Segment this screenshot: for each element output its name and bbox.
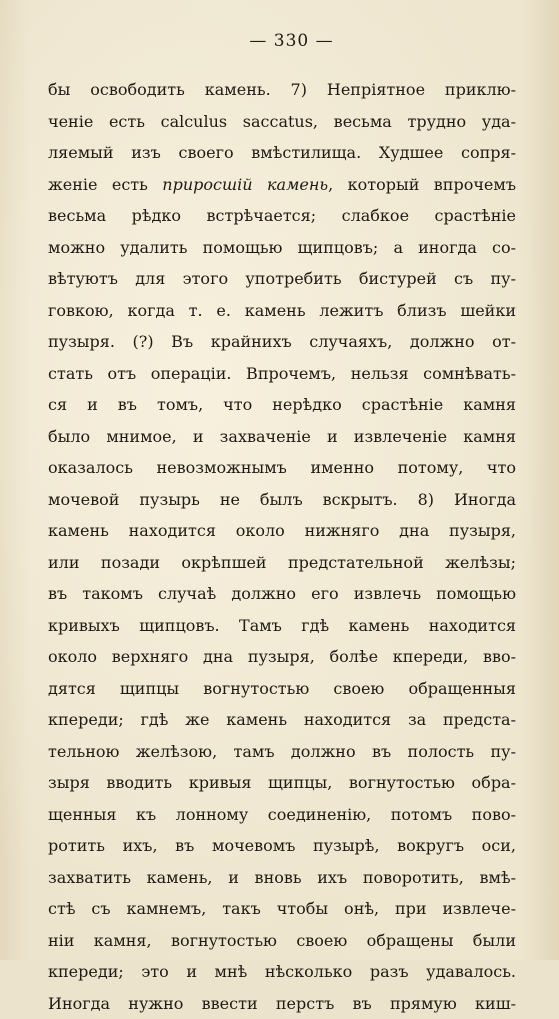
page-number: — 330 — bbox=[12, 31, 559, 51]
text-line: ляемый изъ своего вмѣстилища. Худшее сопря- bbox=[48, 137, 516, 169]
text-line: мочевой пузырь не былъ вскрытъ. 8) Иногда bbox=[48, 484, 516, 516]
text-line: захватить камень, и вновь ихъ поворотить, вмѣ- bbox=[48, 862, 516, 894]
text-line: вѣтуютъ для этого употребить бистурей съ пу- bbox=[48, 263, 516, 295]
text-line: Иногда нужно ввести перстъ въ прямую киш- bbox=[48, 988, 516, 1019]
text-line: стать отъ операціи. Впрочемъ, нельзя сомнѣвать- bbox=[48, 358, 516, 390]
text-line: было мнимое, и захваченіе и извлеченіе камня bbox=[48, 421, 516, 453]
text-line: весьма рѣдко встрѣчается; слабкое срастѣніе bbox=[48, 200, 516, 232]
text-line: зыря вводить кривыя щипцы, вогнутостью обра- bbox=[48, 767, 516, 799]
text-line: говкою, когда т. е. камень лежитъ близъ шейки bbox=[48, 295, 516, 327]
text-line: кпереди; это и мнѣ нѣсколько разъ удавалось. bbox=[48, 956, 516, 988]
text-line: стѣ съ камнемъ, такъ чтобы онѣ, при извлече- bbox=[48, 893, 516, 925]
text-line: около верхняго дна пузыря, болѣе кпереди, вво- bbox=[48, 641, 516, 673]
text-line: можно удалить помощью щипцовъ; а иногда со- bbox=[48, 232, 516, 264]
text-line: оказалось невозможнымъ именно потому, что bbox=[48, 452, 516, 484]
text-line: кривыхъ щипцовъ. Тамъ гдѣ камень находится bbox=[48, 610, 516, 642]
body-text bbox=[48, 74, 516, 1019]
text-line: ся и въ томъ, что нерѣдко срастѣніе камня bbox=[48, 389, 516, 421]
text-line: въ такомъ случаѣ должно его извлечь помощью bbox=[48, 578, 516, 610]
text-line: камень находится около нижняго дна пузыря, bbox=[48, 515, 516, 547]
text-line: или позади окрѣпшей предстательной желѣзы; bbox=[48, 547, 516, 579]
italic-term: приросшій камень bbox=[162, 175, 328, 194]
text-line: дятся щипцы вогнутостью своею обращенныя bbox=[48, 673, 516, 705]
text-line: ніи камня, вогнутостью своею обращены были bbox=[48, 925, 516, 957]
text-line: пузыря. (?) Въ крайнихъ случаяхъ, должно от- bbox=[48, 326, 516, 358]
text-line-italic-term: женіе есть приросшій камень, который впрочемъ bbox=[48, 169, 516, 201]
text-line: бы освободить камень. 7) Непріятное приклю- bbox=[48, 74, 516, 106]
text-line: тельною желѣзою, тамъ должно въ полость пу- bbox=[48, 736, 516, 768]
text-line: ротить ихъ, въ мочевомъ пузырѣ, вокругъ оси, bbox=[48, 830, 516, 862]
text-line: ченіе есть calculus saccatus, весьма трудно уда- bbox=[48, 106, 516, 138]
text-line: кпереди; гдѣ же камень находится за предста- bbox=[48, 704, 516, 736]
text-line: щенныя къ лонному соединенію, потомъ пово- bbox=[48, 799, 516, 831]
